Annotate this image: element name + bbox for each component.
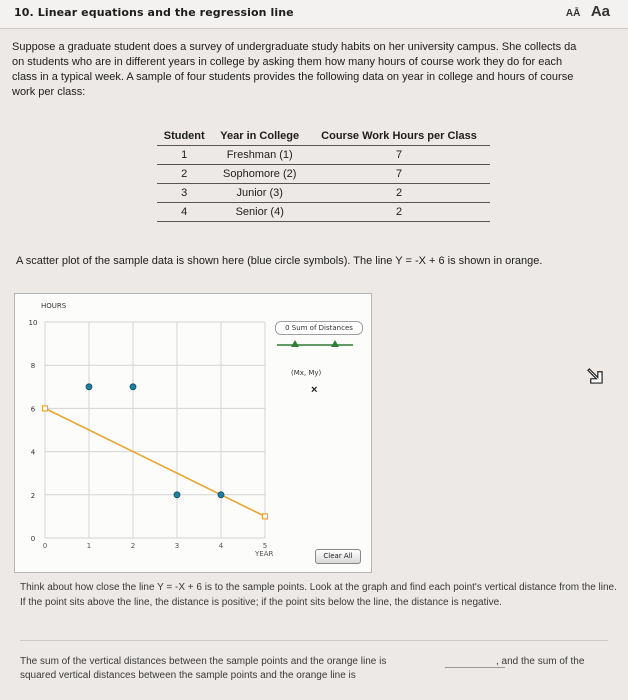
- x-tick-label: 4: [218, 542, 224, 550]
- mean-point-label: (Mx, My): [291, 369, 322, 377]
- x-tick-label: 0: [42, 542, 48, 550]
- divider: [20, 640, 608, 641]
- line-endpoint-handle: [43, 406, 48, 411]
- cell-student: 4: [157, 203, 211, 222]
- table-row: [157, 203, 490, 222]
- clear-all-button[interactable]: Clear All: [315, 549, 361, 564]
- cell-hours: 7: [308, 165, 490, 184]
- intro-line: on students who are in different years in college by asking them how many hours of course work they do for each: [12, 56, 563, 68]
- intro-line: class in a typical week. A sample of four students provides the following data on year in college and hours of course: [12, 71, 574, 83]
- y-tick-label: 2: [30, 491, 36, 500]
- x-tick-label: 5: [262, 542, 268, 550]
- table-row: [157, 146, 490, 165]
- answer-prompt: [20, 655, 620, 683]
- cell-year: Freshman (1): [211, 146, 308, 165]
- intro-line: work per class:: [12, 86, 86, 98]
- y-tick-label: 8: [30, 362, 36, 371]
- x-tick-label: 3: [174, 542, 180, 550]
- scatter-caption: A scatter plot of the sample data is shown here (blue circle symbols). The line Y = -X + 6 is shown in orange.: [16, 255, 543, 267]
- column-header-student: Student: [163, 130, 205, 142]
- mean-point-marker[interactable]: ×: [311, 384, 318, 396]
- column-header-hours: Course Work Hours per Class: [321, 130, 477, 142]
- x-tick-label: 2: [130, 542, 136, 550]
- column-header-year: Year in College: [220, 130, 300, 142]
- cell-year: Senior (4): [211, 203, 308, 222]
- question-title: 10. Linear equations and the regression line: [14, 6, 294, 19]
- cell-student: 1: [157, 146, 211, 165]
- sum-of-distances-tool[interactable]: 0 Sum of Distances: [275, 321, 363, 335]
- y-tick-label: 6: [30, 405, 36, 414]
- increase-font-button[interactable]: Aa: [590, 3, 610, 20]
- font-size-controls[interactable]: [566, 3, 610, 21]
- cell-hours: 2: [308, 184, 490, 203]
- intro-paragraph: [12, 40, 624, 100]
- line-endpoint-handle: [263, 514, 268, 519]
- scatter-graph-panel[interactable]: [14, 293, 372, 573]
- table-row: [157, 165, 490, 184]
- sample-data-table: [157, 128, 490, 222]
- y-axis-title: HOURS: [41, 302, 67, 310]
- answer-prompt-line-1: The sum of the vertical distances between the sample points and the orange line is: [20, 656, 387, 667]
- intro-line: Suppose a graduate student does a survey of undergraduate study habits on her university campus. She collects da: [12, 41, 577, 53]
- y-tick-label: 0: [30, 535, 36, 543]
- y-tick-label: 4: [30, 448, 36, 457]
- sum-distances-triangle-icon: [291, 340, 299, 347]
- cell-hours: 2: [308, 203, 490, 222]
- data-point: [86, 384, 92, 390]
- question-header: [0, 0, 628, 29]
- x-axis-title: YEAR: [255, 550, 274, 558]
- answer-prompt-line-1-tail: , and the sum of the: [496, 656, 585, 667]
- cell-hours: 7: [308, 146, 490, 165]
- data-point: [174, 492, 180, 498]
- orange-line: [45, 408, 265, 516]
- answer-prompt-line-2: squared vertical distances between the sample points and the orange line is: [20, 670, 356, 681]
- cell-year: Sophomore (2): [211, 165, 308, 184]
- data-point: [218, 492, 224, 498]
- decrease-font-button[interactable]: AĀ: [565, 8, 581, 19]
- table-row: [157, 184, 490, 203]
- data-point: [130, 384, 136, 390]
- sum-distances-triangle-icon: [331, 340, 339, 347]
- question-text: Think about how close the line Y = -X + 6 is to the sample points. Look at the graph and find each point's vertical distance from the line. If the point sits above the line, the distance is positive; if the point sits below the line, the distance is negative.: [20, 582, 617, 608]
- x-tick-label: 1: [86, 542, 92, 550]
- table-header-row: [157, 128, 490, 146]
- cell-year: Junior (3): [211, 184, 308, 203]
- mouse-cursor-icon: [584, 365, 606, 387]
- cell-student: 3: [157, 184, 211, 203]
- y-tick-label: 10: [28, 319, 38, 327]
- scatter-chart[interactable]: [15, 294, 371, 572]
- cell-student: 2: [157, 165, 211, 184]
